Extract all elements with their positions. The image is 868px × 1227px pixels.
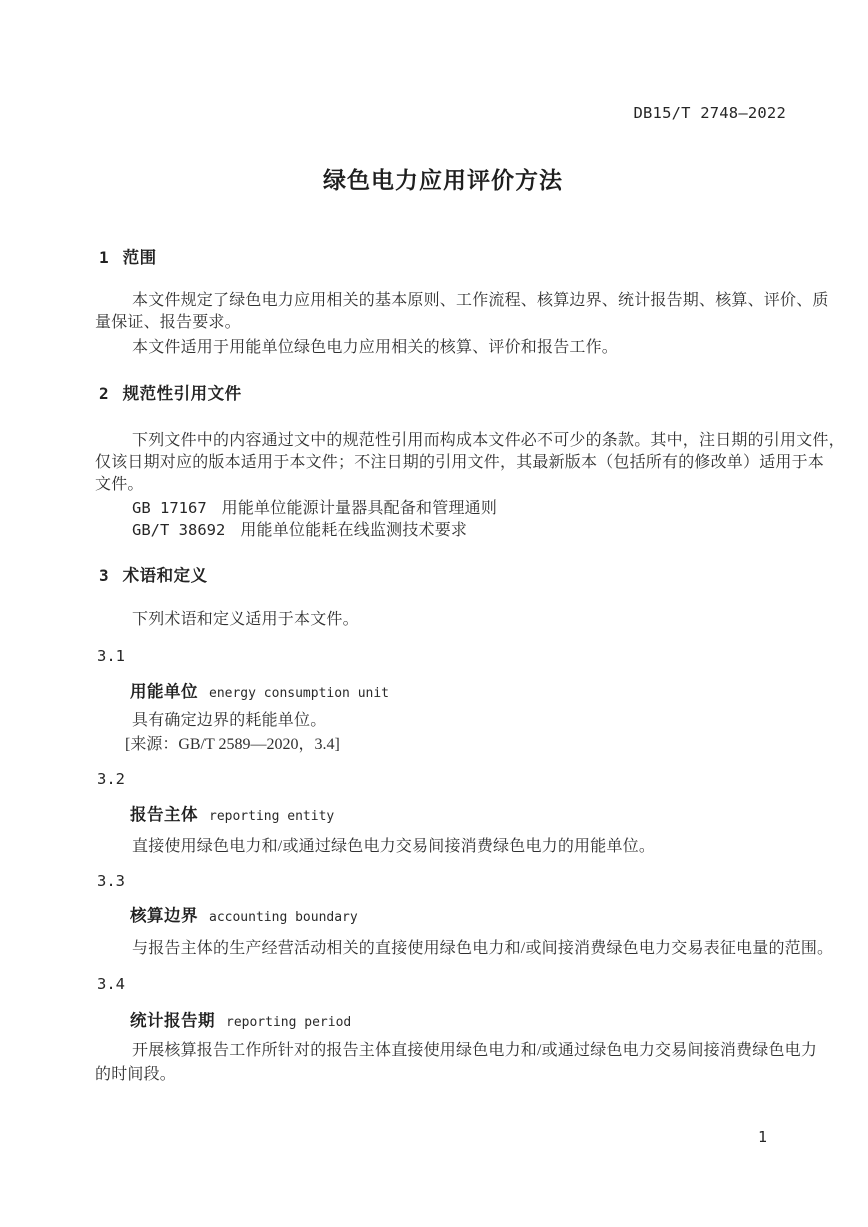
definition-line: 与报告主体的生产经营活动相关的直接使用绿色电力和/或间接消费绿色电力交易表征电量的范围。: [132, 940, 834, 957]
term-definition: [95, 1039, 818, 1087]
section-3-number: 3: [99, 566, 109, 585]
clause-number-3-4: 3.4: [97, 975, 125, 993]
term-name-zh: 核算边界: [130, 907, 198, 925]
term-name-zh: 报告主体: [130, 806, 198, 824]
standard-code: DB15/T 2748—2022: [633, 104, 786, 122]
text-line: 下列术语和定义适用于本文件。: [132, 611, 359, 628]
term-name: [130, 1009, 351, 1035]
reference-item: [132, 519, 467, 542]
term-name-zh: 统计报告期: [130, 1012, 215, 1030]
term-name: [130, 680, 389, 706]
term-name-en: energy consumption unit: [209, 686, 390, 701]
text-line: 仅该日期对应的版本适用于本文件；不注日期的引用文件，其最新版本（包括所有的修改单）适用于本: [95, 454, 825, 471]
term-name: [130, 803, 334, 829]
reference-title: 用能单位能耗在线监测技术要求: [240, 522, 468, 539]
text-line: 下列文件中的内容通过文中的规范性引用而构成本文件必不可少的条款。其中，注日期的引用文件，: [132, 432, 845, 449]
section-2-number: 2: [99, 384, 109, 403]
term-definition: [95, 835, 801, 859]
page-number: 1: [758, 1128, 768, 1146]
text-line: 本文件适用于用能单位绿色电力应用相关的核算、评价和报告工作。: [132, 339, 619, 356]
section-1-heading: [99, 246, 157, 270]
reference-item: [132, 497, 497, 520]
section-2-title: 规范性引用文件: [122, 385, 242, 403]
text-line: 量保证、报告要求。: [95, 314, 241, 331]
reference-code: GB/T 38692: [132, 521, 226, 539]
section-1-number: 1: [99, 248, 109, 267]
reference-title: 用能单位能源计量器具配备和管理通则: [221, 500, 498, 517]
clause-number-3-2: 3.2: [97, 770, 125, 788]
text-line: 文件。: [95, 476, 144, 493]
term-name: [130, 904, 358, 930]
definition-line: 的时间段。: [95, 1066, 177, 1083]
term-name-en: accounting boundary: [209, 910, 358, 925]
clause-number-3-3: 3.3: [97, 872, 125, 890]
section-3-title: 术语和定义: [122, 567, 208, 585]
section-3-heading: [99, 564, 208, 588]
definition-line: 开展核算报告工作所针对的报告主体直接使用绿色电力和/或通过绿色电力交易间接消费绿色电力: [132, 1042, 818, 1059]
definition-line: 具有确定边界的耗能单位。: [132, 712, 327, 729]
source-reference: [来源：GB/T 2589—2020，3.4]: [125, 736, 340, 753]
definition-line: 直接使用绿色电力和/或通过绿色电力交易间接消费绿色电力的用能单位。: [132, 838, 656, 855]
normative-references-paragraph: [95, 430, 845, 496]
scope-paragraph-1: [95, 290, 829, 334]
term-name-en: reporting entity: [209, 809, 335, 824]
term-definition: [95, 709, 801, 733]
section-1-title: 范围: [122, 249, 157, 267]
scope-paragraph-2: [95, 337, 801, 359]
terms-intro: [95, 609, 801, 631]
term-definition: [95, 937, 834, 961]
document-title: 绿色电力应用评价方法: [323, 167, 563, 193]
text-line: 本文件规定了绿色电力应用相关的基本原则、工作流程、核算边界、统计报告期、核算、评价、质: [132, 292, 829, 309]
section-2-heading: [99, 382, 242, 406]
reference-code: GB 17167: [132, 499, 207, 517]
clause-number-3-1: 3.1: [97, 647, 125, 665]
term-name-en: reporting period: [226, 1015, 352, 1030]
term-name-zh: 用能单位: [130, 683, 198, 701]
